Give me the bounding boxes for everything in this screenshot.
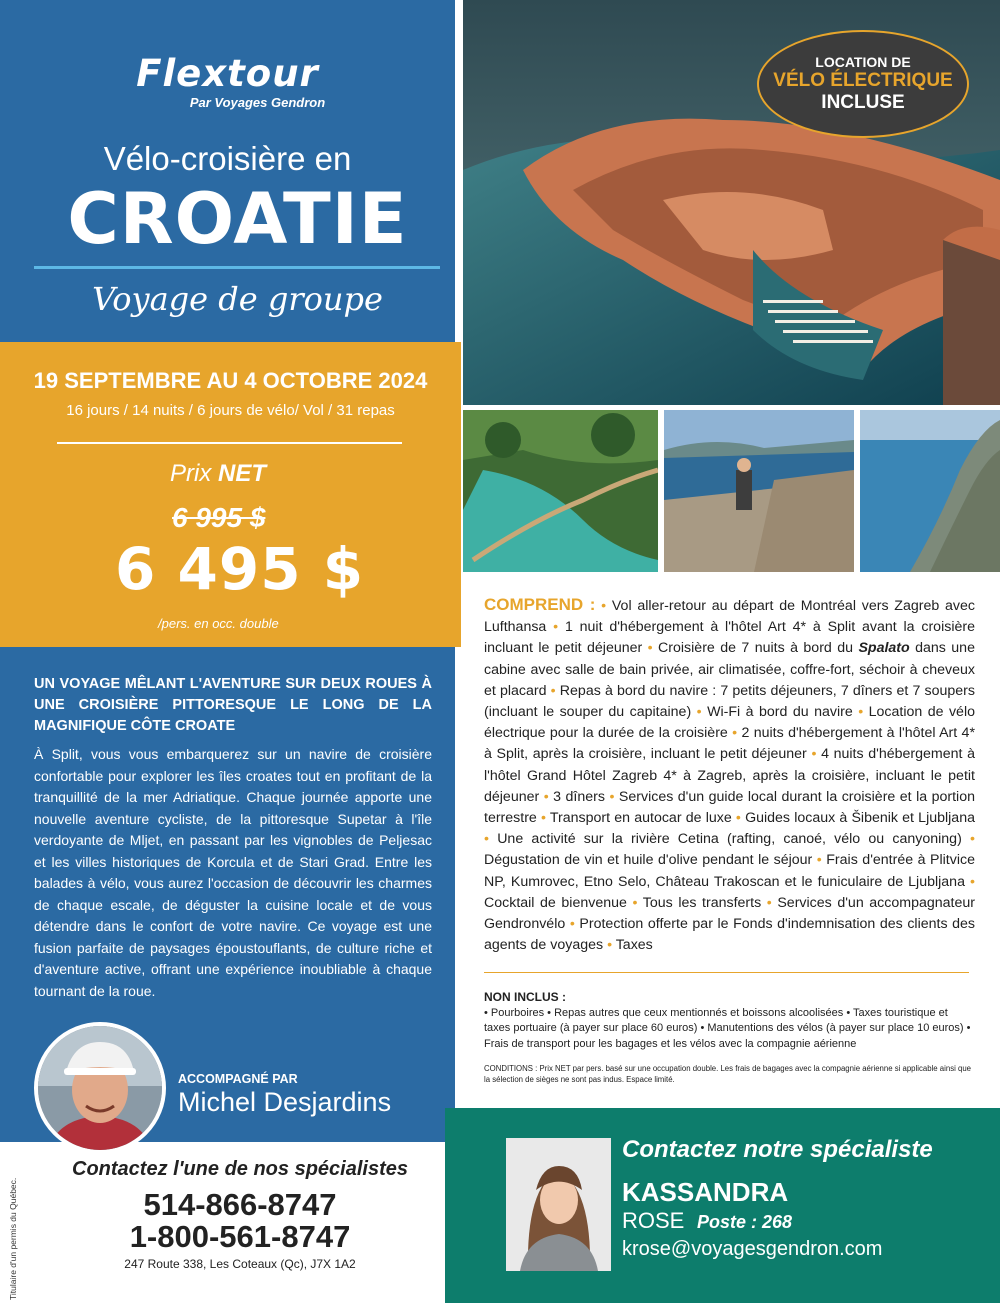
logo-brand: Flextour <box>136 52 319 95</box>
bullet: • <box>696 704 708 721</box>
specialist-email[interactable]: krose@voyagesgendron.com <box>622 1238 883 1260</box>
trip-duration: 16 jours / 14 nuits / 6 jours de vélo/ Vol / 31 repas <box>66 402 395 419</box>
flextour-logo <box>0 52 455 110</box>
old-price: 6 995 $ <box>172 502 266 533</box>
title-divider <box>34 266 440 269</box>
trip-dates: 19 SEPTEMBRE AU 4 OCTOBRE 2024 <box>33 368 428 393</box>
current-price: 6 495 $ <box>115 535 365 603</box>
include-item: 4 nuits d'hébergement à l'hôtel Grand Hôtel Zagreb 4* à Zagreb, après la croisière, incluant le petit déjeuner <box>484 746 975 805</box>
bullet: • <box>970 873 975 890</box>
bullet: • <box>811 746 822 763</box>
include-item: Services d'un guide local durant la croisière et la portion terrestre <box>484 788 975 827</box>
include-item: Cocktail de bienvenue <box>484 894 627 911</box>
title-kicker: Vélo-croisière en <box>103 140 352 177</box>
bullet: • <box>816 852 827 869</box>
phone-local[interactable]: 514-866-8747 <box>143 1187 337 1222</box>
thumb-coastline-walk <box>664 410 854 572</box>
specialist-last-name: ROSE <box>622 1208 685 1233</box>
specialist-extension: Poste : 268 <box>697 1212 793 1232</box>
include-item: 3 dîners <box>553 788 605 805</box>
excludes-block <box>484 990 975 1052</box>
title-country: CROATIE <box>67 178 408 260</box>
bullet: • <box>601 598 612 614</box>
specialist-avatar <box>506 1138 611 1271</box>
bullet: • <box>543 788 554 805</box>
bullet: • <box>735 810 746 827</box>
includes-divider <box>484 972 969 973</box>
guide-label: ACCOMPAGNÉ PAR <box>178 1072 298 1086</box>
bullet: • <box>632 894 643 911</box>
bullet: • <box>550 682 560 699</box>
logo-tagline: Par Voyages Gendron <box>189 95 326 110</box>
title-subtitle: Voyage de groupe <box>92 280 383 318</box>
bullet: • <box>607 937 616 954</box>
intro-body: À Split, vous vous embarquerez sur un navire de croisière confortable pour explorer les îles croates tout en profitant de la tranquillité de la mer Adriatique. Chaque journée apporte une nouvelle aventure cycliste, de la pittoresque Supetar à l'île verdoyante de Mljet, en passant par les vignobles de Peljesac et les villes historiques de Korcula et de Stari Grad. Entre les balades à vélo, vous aurez l'occasion de découvrir les charmes de chaque escale, de déguster la cuisine locale et de vous détendre dans le confort de votre navire. Ce voyage est une fusion parfaite de paysages époustouflants, de culture riche et d'aventure active, offrant une expérience inoubliable à chaque tournant de la roue. <box>34 746 432 999</box>
price-label-prefix: Prix <box>170 460 218 487</box>
include-item: Croisière de 7 nuits à bord du <box>658 640 854 657</box>
price-box <box>0 342 461 647</box>
include-item: Transport en autocar de luxe <box>549 810 732 827</box>
include-item: Tous les transferts <box>642 894 762 911</box>
include-item: Services d'un accompagnateur Gendronvélo <box>484 894 975 933</box>
bullet: • <box>732 725 742 742</box>
bullet: • <box>970 831 975 848</box>
include-item: Wi-Fi à bord du navire <box>707 704 853 721</box>
agency-address: 247 Route 338, Les Coteaux (Qc), J7X 1A2 <box>124 1257 356 1271</box>
include-item: Protection offerte par le Fonds d'indemnisation des clients des agents de voyages <box>484 916 975 954</box>
guide-avatar <box>34 1022 166 1154</box>
contact-title: Contactez l'une de nos spécialistes <box>72 1158 408 1180</box>
include-item: Location de vélo électrique pour la durée de la croisière <box>484 704 975 742</box>
include-item: Repas à bord du navire : 7 petits déjeuners, 7 dîners et 7 soupers (incluant le souper du capitaine) <box>484 682 975 721</box>
phone-tollfree[interactable]: 1-800-561-8747 <box>129 1219 351 1254</box>
conditions-text: CONDITIONS : Prix NET par pers. basé sur une occupation double. Les frais de bagages avec la compagnie aérienne si applicable ainsi que la sélection de sièges ne sont pas indus. Espace limité. <box>484 1064 971 1084</box>
price-label-strong: NET <box>218 460 266 487</box>
includes-list <box>484 594 975 956</box>
includes-label: COMPREND : <box>484 595 596 614</box>
guide-name: Michel Desjardins <box>178 1087 392 1117</box>
include-item: 2 nuits d'hébergement à l'hôtel Art 4* à Split, après la croisière, incluant le petit déjeuner <box>484 725 975 763</box>
permit-text: Titulaire d'un permis du Québec. <box>8 1177 18 1300</box>
bullet: • <box>553 619 565 636</box>
bullet: • <box>858 704 869 721</box>
bullet: • <box>647 640 659 657</box>
permit-notice <box>8 1150 28 1300</box>
bullet: • <box>766 894 778 911</box>
include-item: Vol aller-retour au départ de Montréal vers Zagreb avec Lufthansa <box>484 598 975 636</box>
intro-heading: UN VOYAGE MÊLANT L'AVENTURE SUR DEUX ROUES À UNE CROISIÈRE PITTORESQUE LE LONG DE LA MAGNIFIQUE CÔTE CROATE <box>34 676 432 734</box>
include-item: Frais d'entrée à Plitvice NP, Kumrovec, Etno Selo, Château Trakoscan et le funiculaire de Ljubljana <box>484 852 975 890</box>
include-item: Dégustation de vin et huile d'olive pendant le séjour <box>484 852 813 869</box>
price-divider <box>57 442 402 444</box>
excludes-text: • Pourboires • Repas autres que ceux mentionnés et boissons alcoolisées • Taxes touristique et taxes portuaire (à payer sur place 60 euros) • Manutentions des vélos (à payer sur place 10 euros) • Frais de transport pour les bagages et les vélos avec la compagnie aérienne <box>484 1006 971 1050</box>
include-item: dans une cabine avec salle de bain privée, air climatisée, coffre-fort, séchoir à cheveux et placard <box>484 640 975 699</box>
badge-line3: INCLUSE <box>821 92 905 113</box>
price-label <box>170 460 266 488</box>
excludes-label: NON INCLUS : <box>484 990 566 1004</box>
include-item: Guides locaux à Šibenik et Ljubljana <box>745 810 975 827</box>
ebike-badge <box>757 30 969 138</box>
bullet: • <box>541 810 550 827</box>
bullet: • <box>569 916 580 933</box>
ship-name: Spalato <box>858 640 910 657</box>
badge-line2: VÉLO ÉLECTRIQUE <box>773 70 953 91</box>
price-note: /pers. en occ. double <box>158 616 279 631</box>
include-item: Une activité sur la rivière Cetina (rafting, canoé, vélo ou canyoning) <box>497 831 962 848</box>
bullet: • <box>609 788 619 805</box>
agency-contact <box>40 1158 440 1271</box>
include-item: Taxes <box>615 937 653 954</box>
specialist-title: Contactez notre spécialiste <box>622 1136 933 1163</box>
thumb-plitvice <box>463 410 658 572</box>
badge-line1: LOCATION DE <box>815 54 911 70</box>
include-item: 1 nuit d'hébergement à l'hôtel Art 4* à Split avant la croisière incluant le petit déjeuner <box>484 619 975 657</box>
thumb-cliff-coast <box>860 410 1000 572</box>
specialist-first-name: KASSANDRA <box>622 1177 789 1207</box>
bullet: • <box>484 831 498 848</box>
